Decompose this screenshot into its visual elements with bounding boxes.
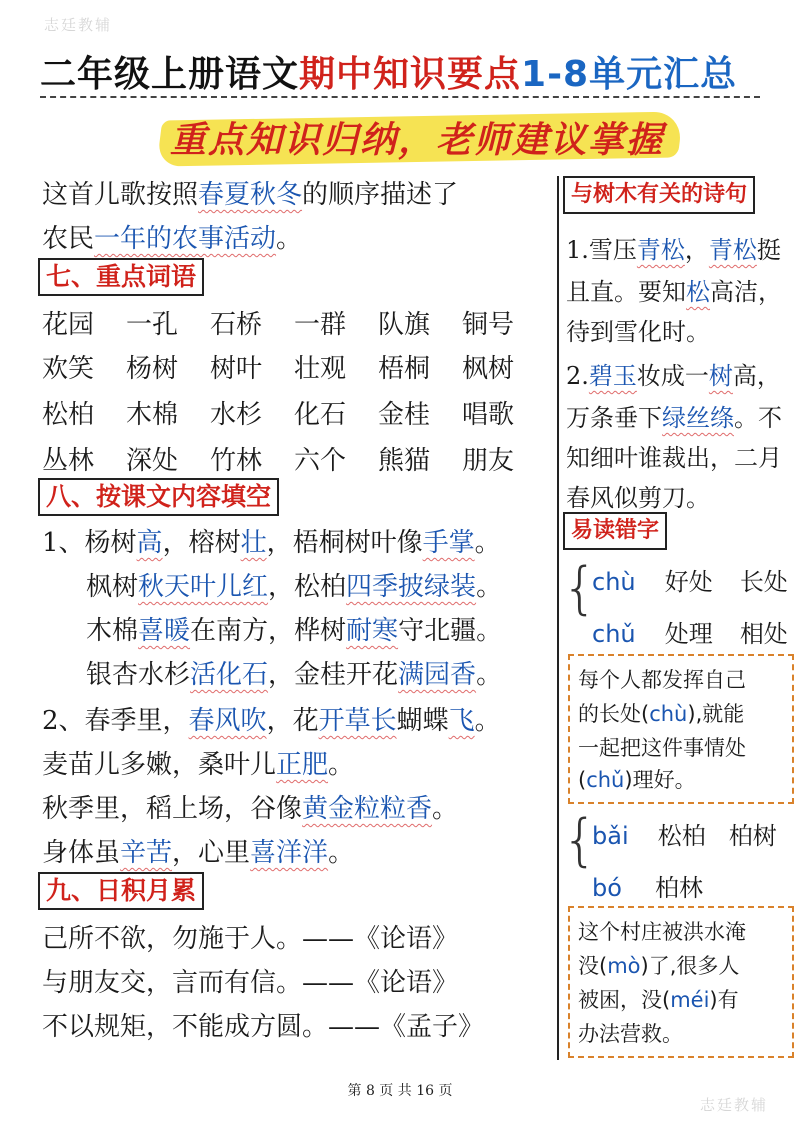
text: 。	[476, 660, 503, 690]
watermark-top: 志廷教辅	[44, 16, 113, 34]
text: 1、杨树	[42, 528, 137, 558]
saying-3: 不以规矩，不能成方圆。——《孟子》	[42, 1012, 485, 1042]
answer: 喜洋洋	[250, 838, 329, 868]
title-part-2: 期中知识要点	[299, 54, 522, 95]
saying-2: 与朋友交，言而有信。——《论语》	[42, 968, 459, 998]
answer: 手掌	[422, 528, 475, 558]
highlight: 青松	[708, 236, 757, 264]
fill-line-8	[42, 832, 354, 869]
word: 铜号	[462, 310, 515, 340]
word: 长处	[739, 568, 788, 596]
text: )理好。	[624, 768, 696, 792]
text: 的顺序描述了	[302, 180, 459, 210]
pinyin: chǔ	[592, 620, 636, 648]
word: 壮观	[294, 354, 347, 384]
intro-line-2	[42, 218, 302, 255]
pinyin: chǔ	[586, 768, 625, 792]
word-row-4	[42, 440, 546, 477]
text: ),就能	[687, 702, 745, 726]
word: 好处	[664, 568, 713, 596]
text: 。	[276, 224, 303, 254]
text: 。	[474, 528, 501, 558]
poem-line-5	[566, 398, 782, 433]
column-divider	[557, 176, 559, 1060]
answer: 辛苦	[120, 838, 173, 868]
highlight: 碧玉	[588, 362, 637, 390]
answer: 飞	[448, 706, 475, 736]
word: 花园	[42, 310, 95, 340]
text: 蝴蝶	[396, 706, 449, 736]
word: 一孔	[126, 310, 179, 340]
chu-row-1	[592, 562, 792, 597]
box2-line-4: 办法营救。	[578, 1022, 683, 1046]
word: 杨树	[126, 354, 179, 384]
text: 秋季里，稻上场，谷像	[42, 794, 303, 824]
answer: 开草长	[318, 706, 397, 736]
fill-line-7	[42, 788, 458, 825]
word: 欢笑	[42, 354, 95, 384]
text: 农民	[42, 224, 95, 254]
text: 2、春季里，	[42, 706, 189, 736]
text: 的长处(	[578, 702, 650, 726]
highlight: 青松	[636, 236, 685, 264]
word: 金桂	[378, 400, 431, 430]
text: 。	[476, 572, 503, 602]
box1-line-2	[578, 698, 744, 728]
fill-line-2	[86, 566, 502, 603]
word-row-2	[42, 348, 546, 385]
word-row-3	[42, 394, 546, 431]
word: 梧桐	[378, 354, 431, 384]
word: 丛林	[42, 446, 95, 476]
bo-row	[592, 868, 792, 903]
answer: 一年的农事活动	[94, 224, 277, 254]
answer: 春夏秋冬	[198, 180, 303, 210]
poem-line-3: 待到雪化时。	[566, 318, 710, 346]
text: 且直。要知	[566, 278, 686, 306]
text: 。	[474, 706, 501, 736]
highlight: 树	[708, 362, 733, 390]
text: 守北疆。	[398, 616, 503, 646]
text: 。不	[734, 404, 782, 432]
text: 银杏水杉	[86, 660, 191, 690]
title-divider	[40, 96, 760, 98]
text: 在南方，桦树	[190, 616, 347, 646]
text: 1.雪压	[566, 236, 637, 264]
answer: 秋天叶儿红	[138, 572, 269, 602]
text: 这首儿歌按照	[42, 180, 199, 210]
answer: 喜暖	[138, 616, 191, 646]
answer: 耐寒	[346, 616, 399, 646]
text: ，心里	[172, 838, 251, 868]
box1-line-1: 每个人都发挥自己	[578, 668, 746, 692]
text: 枫树	[86, 572, 139, 602]
text: 木棉	[86, 616, 139, 646]
word: 一群	[294, 310, 347, 340]
answer: 壮	[240, 528, 267, 558]
word: 树叶	[210, 354, 263, 384]
word: 竹林	[210, 446, 263, 476]
text: 麦苗儿多嫩，桑叶儿	[42, 750, 277, 780]
text: ，松柏	[268, 572, 347, 602]
section-7-title: 七、重点词语	[38, 258, 204, 296]
word-row-1	[42, 304, 546, 341]
intro-line-1	[42, 174, 458, 211]
poem-line-2	[566, 272, 782, 307]
text: 2.	[566, 362, 589, 390]
word: 石桥	[210, 310, 263, 340]
poem-line-6: 知细叶谁裁出，二月	[566, 444, 782, 472]
section-8-title: 八、按课文内容填空	[38, 478, 279, 516]
page-title	[40, 46, 737, 97]
poem-line-7: 春风似剪刀。	[566, 484, 710, 512]
poem-line-1	[566, 230, 781, 265]
pinyin: bó	[592, 874, 622, 902]
pinyin: bǎi	[592, 822, 629, 850]
title-part-1: 二年级上册语文	[40, 54, 300, 95]
word: 柏树	[728, 822, 777, 850]
text: 。	[328, 750, 355, 780]
text: 。	[432, 794, 459, 824]
bai-row	[592, 816, 792, 851]
word: 枫树	[462, 354, 515, 384]
answer: 活化石	[190, 660, 269, 690]
text: 被困，没(	[578, 988, 671, 1012]
word: 松柏	[657, 822, 706, 850]
text: (	[578, 768, 587, 792]
answer: 四季披绿装	[346, 572, 477, 602]
highlight: 松	[686, 278, 710, 306]
word: 相处	[739, 620, 788, 648]
box2-line-2	[578, 950, 739, 980]
fill-line-1	[42, 522, 501, 559]
text: 挺	[756, 236, 781, 264]
fill-line-4	[86, 654, 502, 691]
page-number: 第 8 页 共 16 页	[347, 1083, 453, 1099]
text: 身体虽	[42, 838, 121, 868]
pinyin: méi	[670, 988, 710, 1012]
word: 六个	[294, 446, 347, 476]
section-9-title: 九、日积月累	[38, 872, 204, 910]
saying-1: 己所不欲，勿施于人。——《论语》	[42, 924, 459, 954]
fill-line-5	[42, 700, 501, 737]
word: 朋友	[462, 446, 515, 476]
title-part-3: 1-8单元汇总	[521, 54, 738, 95]
word: 唱歌	[462, 400, 515, 430]
brace-icon: {	[562, 556, 598, 621]
text: 万条垂下	[566, 404, 662, 432]
word: 柏林	[655, 874, 704, 902]
poem-line-4	[566, 356, 781, 391]
text: ，金桂开花	[268, 660, 399, 690]
pinyin: mò	[607, 954, 641, 978]
answer: 正肥	[276, 750, 329, 780]
answer: 黄金粒粒香	[302, 794, 433, 824]
error-prone-title: 易读错字	[563, 512, 667, 550]
pinyin: chù	[592, 568, 636, 596]
text: 妆成一	[636, 362, 709, 390]
subtitle: 重点知识归纳，老师建议掌握	[170, 119, 665, 161]
chu-row-2	[592, 614, 792, 649]
word: 木棉	[126, 400, 179, 430]
word: 松柏	[42, 400, 95, 430]
box2-line-1: 这个村庄被洪水淹	[578, 920, 746, 944]
poem-section-title: 与树木有关的诗句	[563, 176, 755, 214]
fill-line-6	[42, 744, 354, 781]
text: ，梧桐树叶像	[266, 528, 423, 558]
text: ，榕树	[162, 528, 241, 558]
word: 熊猫	[378, 446, 431, 476]
text: 。	[328, 838, 355, 868]
highlight: 绿丝绦	[662, 404, 734, 432]
text: ，	[684, 236, 709, 264]
word: 队旗	[378, 310, 431, 340]
answer: 春风吹	[188, 706, 267, 736]
pinyin: chù	[649, 702, 688, 726]
box1-line-3: 一起把这件事情处	[578, 736, 746, 760]
word: 处理	[664, 620, 713, 648]
text: 高，	[732, 362, 781, 390]
box1-line-4	[578, 764, 696, 794]
text: 高洁，	[710, 278, 782, 306]
box2-line-3	[578, 984, 739, 1014]
word: 深处	[126, 446, 179, 476]
text: )了,很多人	[640, 954, 740, 978]
watermark-bottom: 志廷教辅	[700, 1096, 769, 1114]
brace-icon: {	[562, 808, 598, 873]
word: 水杉	[210, 400, 263, 430]
text: ，花	[266, 706, 319, 736]
fill-line-3	[86, 610, 502, 647]
word: 化石	[294, 400, 347, 430]
answer: 满园香	[398, 660, 477, 690]
answer: 高	[136, 528, 163, 558]
text: )有	[709, 988, 739, 1012]
text: 没(	[578, 954, 608, 978]
